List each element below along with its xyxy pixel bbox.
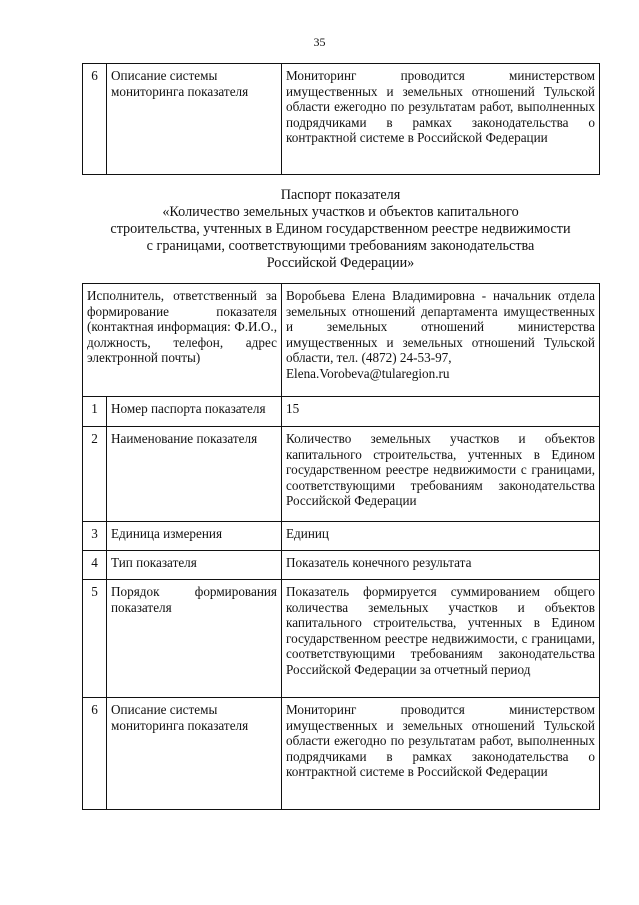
- row-value: Количество земельных участков и объектов капитального строительства, учтенных в Едином государственном реестре недвижимости с границами, соответствующими требованиям законодательства Российской Федерации: [282, 427, 600, 522]
- table-row: [83, 64, 600, 175]
- table-row: [83, 522, 600, 551]
- passport-title-line: Паспорт показателя: [280, 187, 401, 203]
- row-number: 4: [83, 551, 107, 580]
- row-label: Единица измерения: [107, 522, 282, 551]
- executor-value: [282, 284, 600, 397]
- executor-label: Исполнитель, ответственный за формирование показателя (контактная информация: Ф.И.О., должность, телефон, адрес электронной почты): [83, 284, 282, 397]
- page-number: 35: [313, 35, 326, 49]
- row-value: Показатель формируется суммированием общего количества земельных участков и объектов капитального строительства, учтенных в Едином государственном реестре недвижимости, с границами, соответствующими требованиям законодательства Российской Федерации за отчетный период: [282, 580, 600, 698]
- passport-title-line: с границами, соответствующими требованиям законодательства: [146, 238, 535, 254]
- row-value: Показатель конечного результата: [282, 551, 600, 580]
- row-number: 3: [83, 522, 107, 551]
- passport-title-line: строительства, учтенных в Едином государственном реестре недвижимости: [110, 221, 571, 237]
- passport-title-line: Российской Федерации»: [266, 255, 415, 271]
- row-number: 1: [83, 397, 107, 427]
- row-number: 5: [83, 580, 107, 698]
- passport-title-line: «Количество земельных участков и объектов капитального: [162, 204, 519, 220]
- table-row: [83, 551, 600, 580]
- executor-contact-text: Воробьева Елена Владимировна - начальник отдела земельных отношений департамента имущественных и земельных отношений министерства имущественных и земельных отношений Тульской области, тел. (4872) 24-53-97,: [286, 288, 595, 366]
- row-label-line: Описание системы: [111, 68, 218, 83]
- row-label: Тип показателя: [107, 551, 282, 580]
- passport-title: [82, 187, 599, 272]
- table-row: [83, 580, 600, 698]
- row-label: Порядок формирования показателя: [107, 580, 282, 698]
- executor-row: [83, 284, 600, 397]
- table-row: [83, 397, 600, 427]
- row-number: 6: [83, 698, 107, 810]
- table-row: [83, 427, 600, 522]
- row-value: Единиц: [282, 522, 600, 551]
- table-row: [83, 698, 600, 810]
- row-label: Номер паспорта показателя: [107, 397, 282, 427]
- row-value: Мониторинг проводится министерством имущественных и земельных отношений Тульской области ежегодно по результатам работ, выполненных подрядчиками в рамках законодательства о контрактной системе в Российской Федерации: [282, 698, 600, 810]
- row-number: 2: [83, 427, 107, 522]
- continued-passport-table: [82, 63, 600, 175]
- row-value: 15: [282, 397, 600, 427]
- row-number: 6: [83, 64, 107, 175]
- row-label-line: Описание системы: [111, 702, 218, 717]
- row-label-line: мониторинга показателя: [111, 83, 249, 99]
- row-label-line: мониторинга показателя: [111, 717, 249, 733]
- executor-email: Elena.Vorobeva@tularegion.ru: [286, 365, 450, 381]
- row-label: Наименование показателя: [107, 427, 282, 522]
- row-label: [107, 64, 282, 175]
- row-label: [107, 698, 282, 810]
- row-value: Мониторинг проводится министерством имущественных и земельных отношений Тульской области ежегодно по результатам работ, выполненных подрядчиками в рамках законодательства о контрактной системе в Российской Федерации: [282, 64, 600, 175]
- passport-table: [82, 283, 600, 810]
